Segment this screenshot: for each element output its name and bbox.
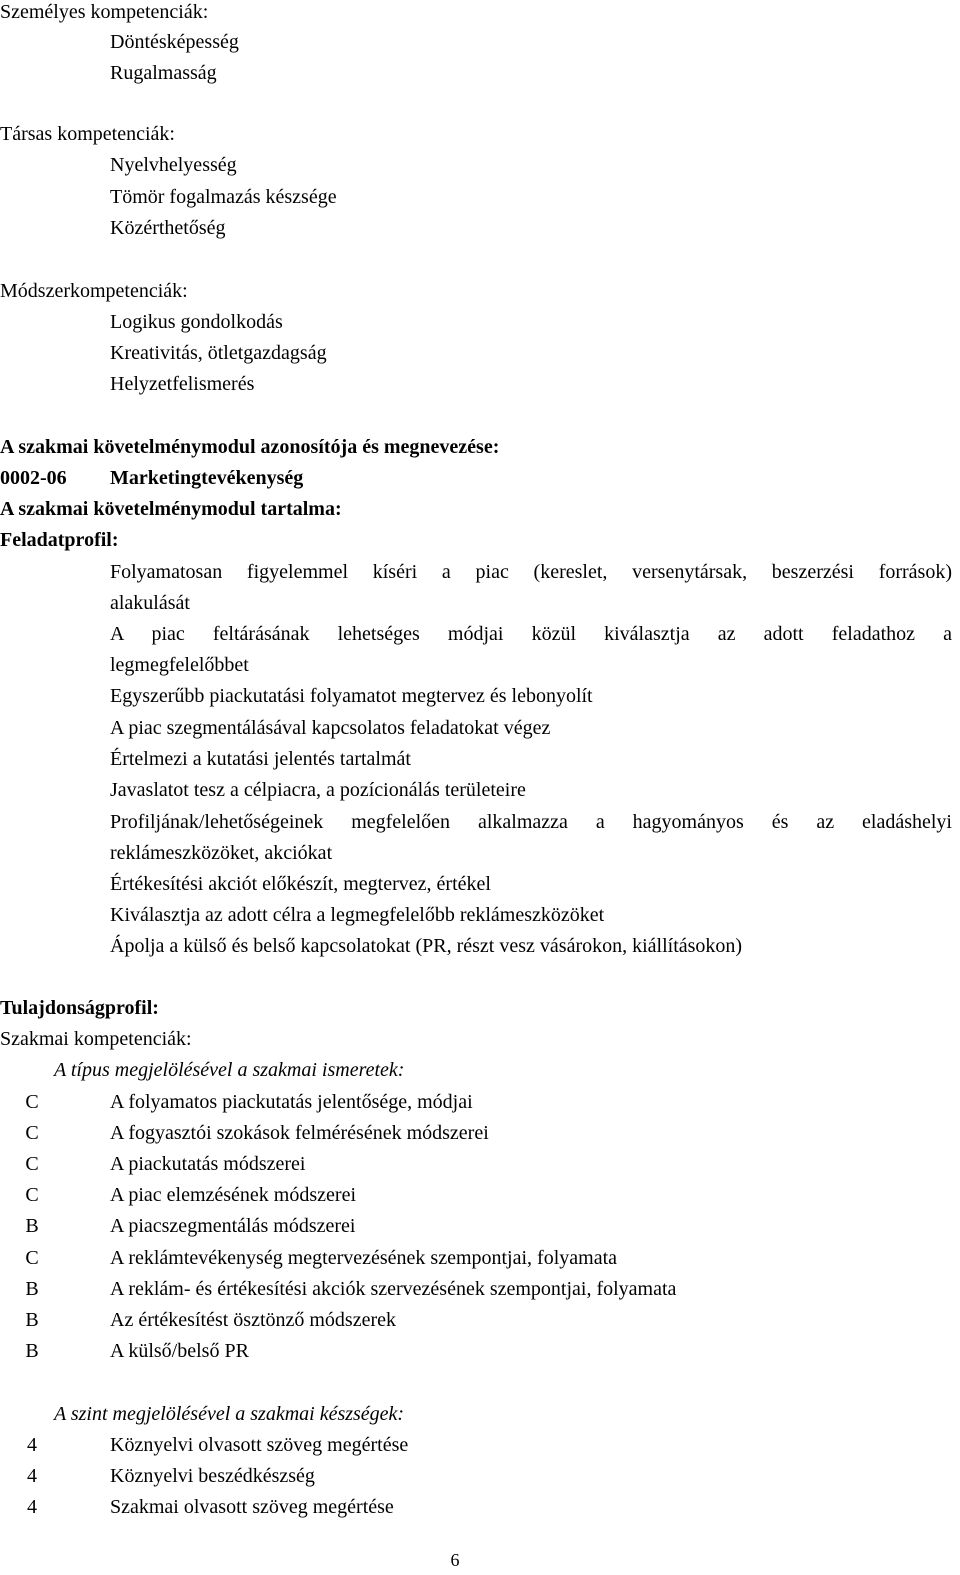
social-item: Tömör fogalmazás készsége: [110, 186, 337, 208]
method-item: Logikus gondolkodás: [110, 311, 283, 333]
knowledge-text: A külső/belső PR: [110, 1340, 249, 1362]
method-competencies-heading: Módszerkompetenciák:: [0, 280, 188, 302]
knowledge-type: C: [25, 1184, 39, 1206]
social-competencies-heading: Társas kompetenciák:: [0, 123, 175, 145]
task-profile-heading: Feladatprofil:: [0, 529, 119, 551]
knowledge-text: A reklám- és értékesítési akciók szervezésének szempontjai, folyamata: [110, 1278, 677, 1300]
method-item: Helyzetfelismerés: [110, 373, 255, 395]
skill-text: Köznyelvi olvasott szöveg megértése: [110, 1434, 409, 1456]
knowledge-heading: A típus megjelölésével a szakmai ismeretek:: [54, 1059, 405, 1081]
knowledge-type: C: [25, 1122, 39, 1144]
task-line: Profiljának/lehetőségeinek megfelelően alkalmazza a hagyományos és az eladáshelyi: [110, 811, 952, 833]
module-id-heading: A szakmai követelménymodul azonosítója és megnevezése:: [0, 436, 500, 458]
task-line: A piac feltárásának lehetséges módjai közül kiválasztja az adott feladathoz a: [110, 623, 952, 645]
skill-level: 4: [27, 1496, 37, 1518]
skill-level: 4: [27, 1465, 37, 1487]
task-line: Értékesítési akciót előkészít, megtervez, értékel: [110, 873, 491, 895]
knowledge-text: A fogyasztói szokások felmérésének módszerei: [110, 1122, 489, 1144]
task-line: Javaslatot tesz a célpiacra, a pozícionálás területeire: [110, 779, 526, 801]
skill-level: 4: [27, 1434, 37, 1456]
method-item: Kreativitás, ötletgazdagság: [110, 342, 327, 364]
skill-text: Szakmai olvasott szöveg megértése: [110, 1496, 394, 1518]
knowledge-type: B: [25, 1340, 39, 1362]
task-line: A piac szegmentálásával kapcsolatos feladatokat végez: [110, 717, 551, 739]
task-line: Folyamatosan figyelemmel kíséri a piac (kereslet, versenytársak, beszerzési források): [110, 561, 952, 583]
task-line: Egyszerűbb piackutatási folyamatot megtervez és lebonyolít: [110, 685, 593, 707]
skills-heading: A szint megjelölésével a szakmai készségek:: [54, 1403, 405, 1425]
knowledge-text: A piacszegmentálás módszerei: [110, 1215, 356, 1237]
knowledge-type: B: [25, 1309, 39, 1331]
knowledge-type: C: [25, 1091, 39, 1113]
task-line: Ápolja a külső és belső kapcsolatokat (PR, részt vesz vásárokon, kiállításokon): [110, 935, 743, 957]
property-profile-heading: Tulajdonságprofil:: [0, 997, 159, 1019]
knowledge-type: C: [25, 1153, 39, 1175]
knowledge-type: B: [25, 1215, 39, 1237]
task-line: legmegfelelőbbet: [110, 654, 249, 676]
knowledge-text: A piac elemzésének módszerei: [110, 1184, 356, 1206]
module-content-heading: A szakmai követelménymodul tartalma:: [0, 498, 342, 520]
module-code: 0002-06: [0, 467, 67, 489]
skill-text: Köznyelvi beszédkészség: [110, 1465, 315, 1487]
personal-item: Döntésképesség: [110, 31, 239, 53]
task-line: reklámeszközöket, akciókat: [110, 842, 333, 864]
personal-competencies-heading: Személyes kompetenciák:: [0, 1, 209, 23]
task-line: Kiválasztja az adott célra a legmegfelelőbb reklámeszközöket: [110, 904, 605, 926]
page-number: 6: [450, 1550, 460, 1570]
personal-item: Rugalmasság: [110, 62, 217, 84]
knowledge-text: Az értékesítést ösztönző módszerek: [110, 1309, 397, 1331]
knowledge-type: C: [25, 1247, 39, 1269]
knowledge-text: A piackutatás módszerei: [110, 1153, 306, 1175]
professional-competencies-heading: Szakmai kompetenciák:: [0, 1028, 192, 1050]
task-line: alakulását: [110, 592, 190, 614]
social-item: Nyelvhelyesség: [110, 154, 237, 176]
knowledge-type: B: [25, 1278, 39, 1300]
module-name: Marketingtevékenység: [110, 467, 304, 489]
knowledge-text: A folyamatos piackutatás jelentősége, módjai: [110, 1091, 473, 1113]
social-item: Közérthetőség: [110, 217, 226, 239]
knowledge-text: A reklámtevékenység megtervezésének szempontjai, folyamata: [110, 1247, 618, 1269]
task-line: Értelmezi a kutatási jelentés tartalmát: [110, 748, 411, 770]
